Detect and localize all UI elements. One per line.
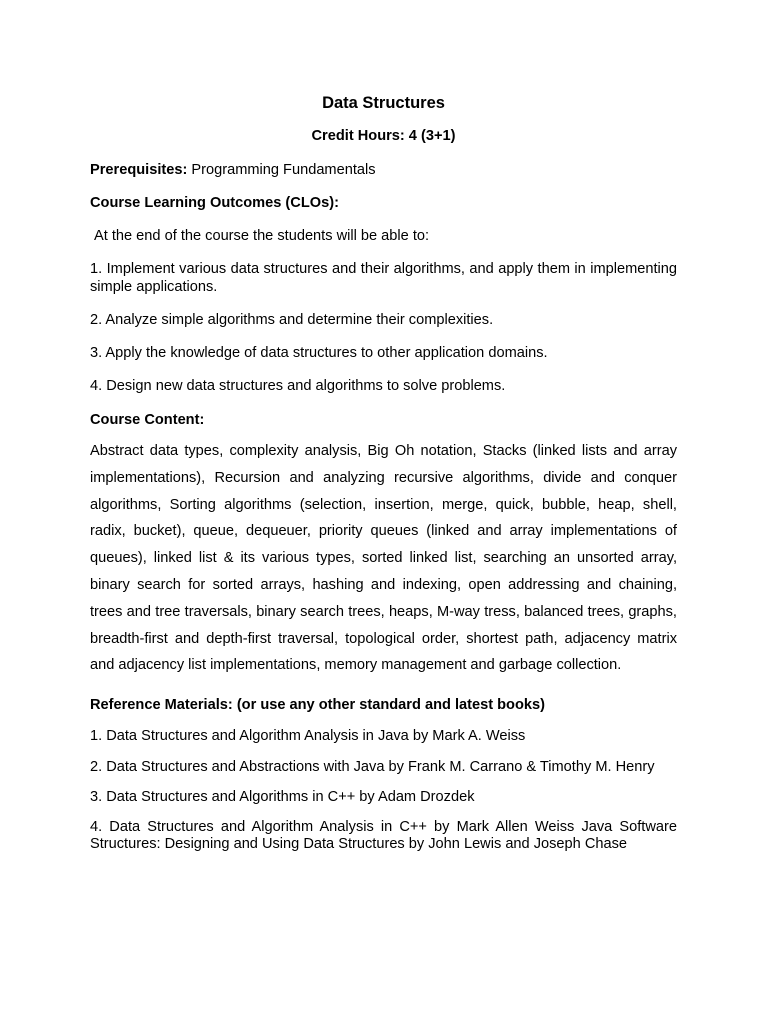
credit-hours: Credit Hours: 4 (3+1) [311,128,456,144]
references-heading: Reference Materials: (or use any other standard and latest books) [90,697,545,714]
prerequisites-value: Programming Fundamentals [191,162,376,178]
content-text: Abstract data types, complexity analysis, Big Oh notation, Stacks (linked lists and array implementations), Recursion and analyzing recursive algorithms, divide and conquer algorithms, Sorting algorithms (selection, insertion, merge, quick, bubble, heap, shell, radix, bucket), queue, dequeuer, priority queues (linked and array implementations of queues), linked list & its various types, sorted linked list, searching an unsorted array, binary search for sorted arrays, hashing and indexing, open addressing and chaining, trees and tree traversals, binary search trees, heaps, M-way tress, balanced trees, graphs, breadth-first and depth-first traversal, topological order, shortest path, adjacency matrix and adjacency list implementations, memory management and garbage collection. [90,443,677,674]
reference-item: 1. Data Structures and Algorithm Analysis in Java by Mark A. Weiss [90,728,526,745]
reference-item: 4. Data Structures and Algorithm Analysis in C++ by Mark Allen Weiss Java Software Structures: Designing and Using Data Structures by John Lewis and Joseph Chase [90,819,677,853]
clo-item: 4. Design new data structures and algorithms to solve problems. [90,378,506,394]
clo-item: 3. Apply the knowledge of data structures to other application domains. [90,345,548,361]
reference-item: 3. Data Structures and Algorithms in C++ by Adam Drozdek [90,789,475,806]
prerequisites-label: Prerequisites: [90,162,188,178]
reference-item: 2. Data Structures and Abstractions with Java by Frank M. Carrano & Timothy M. Henry [90,759,655,776]
document-title: Data Structures [322,94,445,112]
clo-intro: At the end of the course the students will be able to: [94,228,430,244]
content-heading: Course Content: [90,412,205,428]
clo-heading: Course Learning Outcomes (CLOs): [90,195,339,211]
prerequisites [90,161,677,179]
clo-item: 1. Implement various data structures and their algorithms, and apply them in implementing simple applications. [90,261,677,295]
clo-item: 2. Analyze simple algorithms and determine their complexities. [90,312,494,328]
document-page [90,93,677,853]
